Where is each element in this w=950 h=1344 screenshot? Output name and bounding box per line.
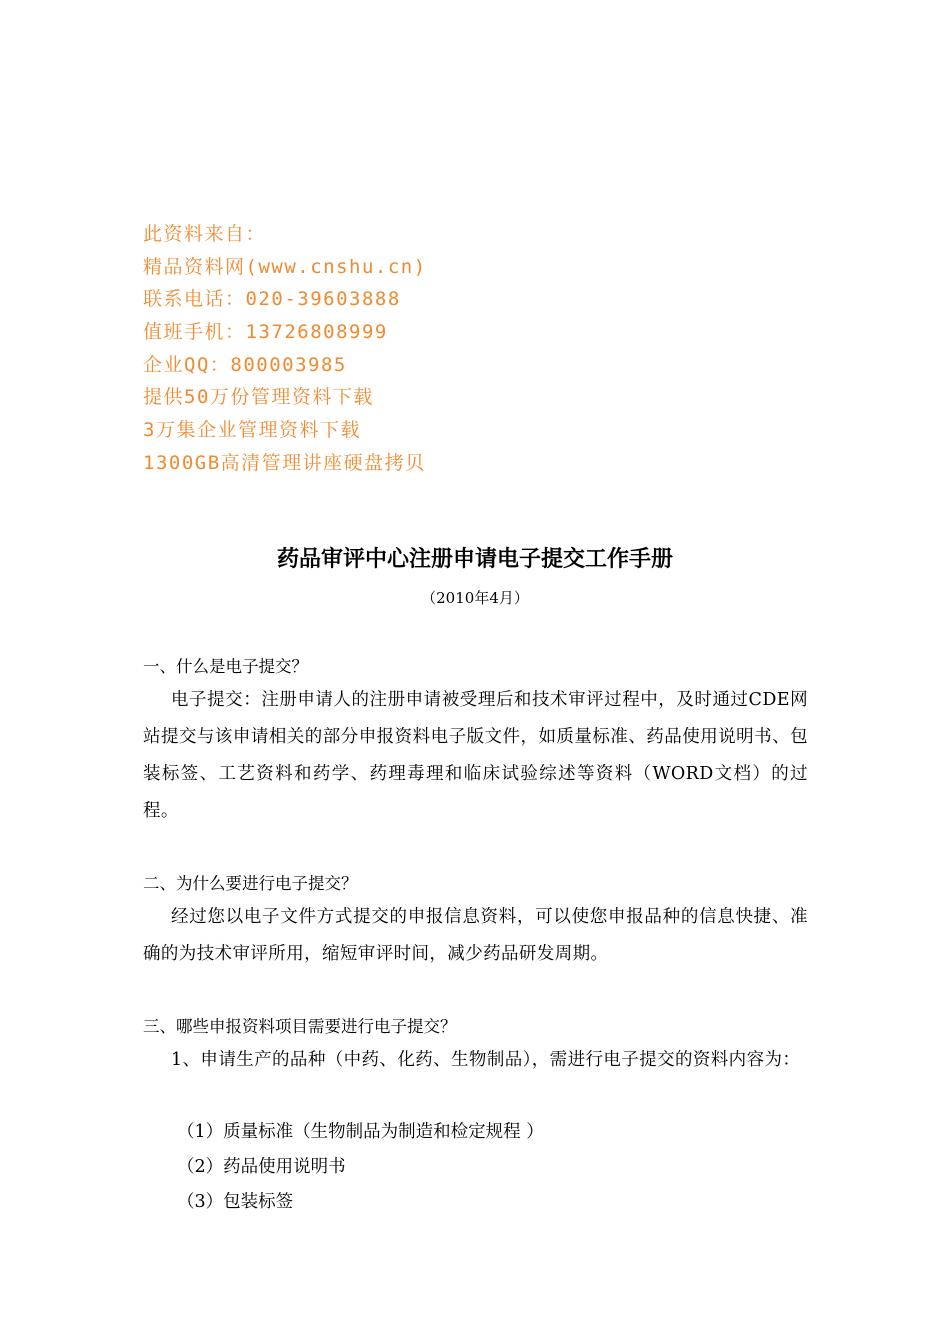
section-body-1: 电子提交：注册申请人的注册申请被受理后和技术审评过程中，及时通过CDE网站提交与该申请相关的部分申报资料电子版文件，如质量标准、药品使用说明书、包装标签、工艺资料和药学、药理毒理和临床试验综述等资料（WORD文档）的过程。	[143, 690, 808, 821]
ad-line-offer-sets: 3万集企业管理资料下载	[143, 419, 361, 442]
ad-line-source: 此资料来自：	[143, 223, 267, 245]
list-item-quality-standard: （1）质量标准（生物制品为制造和检定规程 ）	[177, 1122, 544, 1142]
ad-line-offer-docs: 提供50万份管理资料下载	[143, 386, 374, 409]
ad-line-website: 精品资料网(www.cnshu.cn)	[143, 255, 427, 278]
list-item-instructions: （2）药品使用说明书	[177, 1157, 346, 1177]
ad-line-qq: 企业QQ：800003985	[143, 353, 347, 376]
document-title: 药品审评中心注册申请电子提交工作手册	[276, 547, 673, 572]
section-heading-3: 三、哪些申报资料项目需要进行电子提交？	[143, 1017, 457, 1036]
section-heading-1: 一、什么是电子提交？	[143, 657, 308, 676]
section-body-3: 1、申请生产的品种（中药、化药、生物制品），需进行电子提交的资料内容为：	[171, 1050, 801, 1070]
section-body-2: 经过您以电子文件方式提交的申报信息资料，可以使您申报品种的信息快捷、准确的为技术审评所用，缩短审评时间，减少药品研发周期。	[143, 907, 808, 964]
ad-line-offer-disk: 1300GB高清管理讲座硬盘拷贝	[143, 451, 426, 474]
ad-line-mobile: 值班手机：13726808999	[143, 321, 388, 344]
list-item-packaging-label: （3）包装标签	[177, 1192, 294, 1212]
source-advertisement	[143, 218, 643, 480]
document-date: （2010年4月）	[421, 589, 529, 607]
ad-line-phone: 联系电话：020-39603888	[143, 288, 401, 311]
section-heading-2: 二、为什么要进行电子提交？	[143, 874, 358, 893]
